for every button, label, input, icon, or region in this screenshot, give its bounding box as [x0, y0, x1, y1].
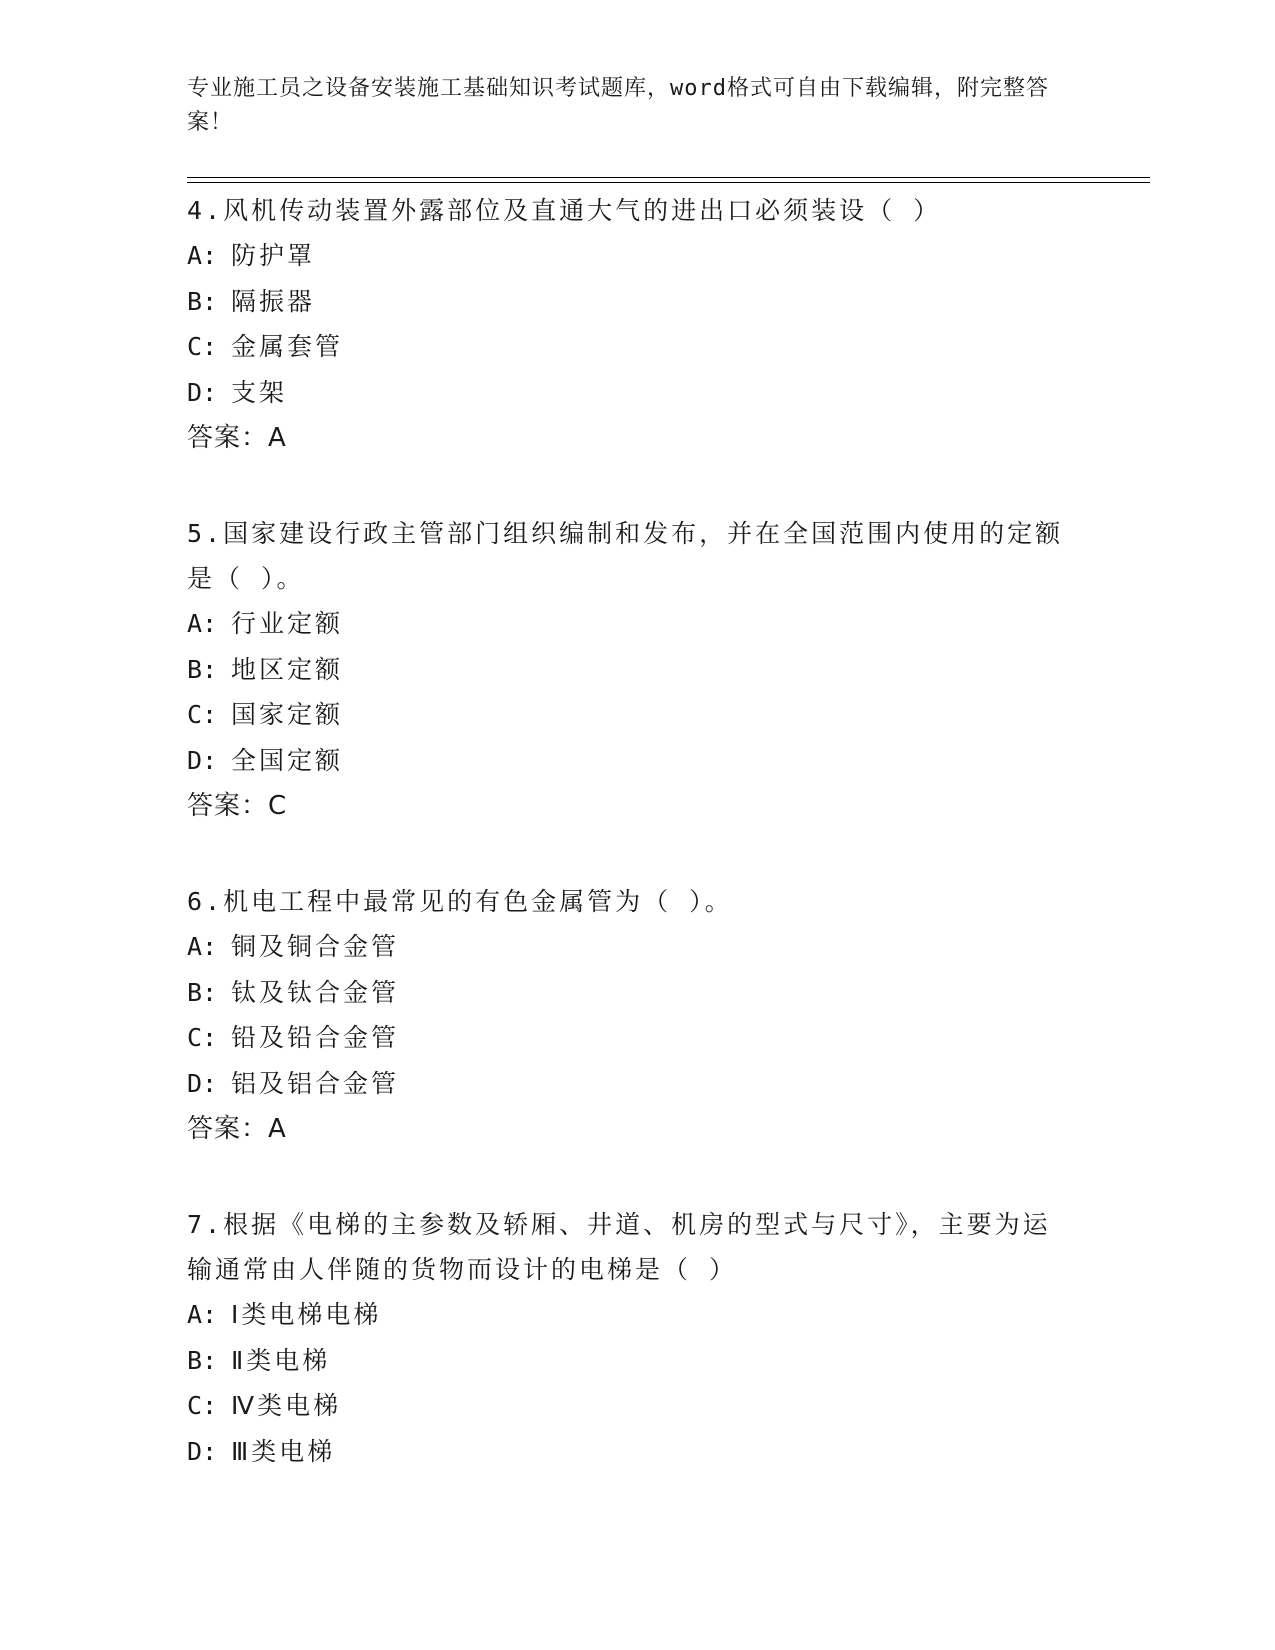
option-label: A:: [187, 1300, 218, 1329]
answer: 答案：A: [187, 1114, 287, 1144]
question-4: [187, 188, 1067, 461]
option-text: 钛及钛合金管: [231, 977, 400, 1007]
question-6: [187, 879, 1067, 1152]
option-label: A:: [187, 609, 218, 638]
option-text: Ⅳ类电梯: [231, 1391, 342, 1420]
option-label: B:: [187, 977, 218, 1007]
option-a: [187, 924, 1067, 970]
question-text: 6.机电工程中最常见的有色金属管为（ ）。: [187, 887, 733, 916]
option-label: D:: [187, 377, 218, 407]
option-text: 防护罩: [231, 241, 316, 270]
question-7: [187, 1202, 1067, 1474]
option-text: 铝及铝合金管: [231, 1068, 400, 1098]
option-text: Ⅰ类电梯电梯: [231, 1300, 382, 1329]
option-text: 金属套管: [231, 332, 344, 361]
option-d: [187, 1429, 1067, 1475]
question-5: [187, 511, 1067, 829]
option-label: D:: [187, 745, 218, 775]
option-text: 地区定额: [231, 654, 344, 684]
option-d: [187, 738, 1067, 784]
option-text: 国家定额: [231, 700, 344, 729]
option-a: [187, 601, 1067, 647]
option-a: [187, 233, 1067, 279]
option-label: B:: [187, 654, 218, 684]
option-text: 全国定额: [231, 745, 344, 775]
question-text: 4.风机传动装置外露部位及直通大气的进出口必须装设（ ）: [187, 196, 942, 225]
option-b: [187, 970, 1067, 1016]
question-list: [187, 188, 1067, 1524]
option-text: 隔振器: [231, 286, 316, 316]
document-header: 专业施工员之设备安装施工基础知识考试题库，word格式可自由下载编辑，附完整答案！: [187, 76, 1049, 135]
option-text: Ⅱ类电梯: [231, 1345, 331, 1375]
option-label: B:: [187, 1345, 218, 1375]
option-label: C:: [187, 1391, 218, 1420]
option-text: 支架: [231, 377, 288, 407]
option-label: A:: [187, 241, 218, 270]
question-text: 5.国家建设行政主管部门组织编制和发布，并在全国范围内使用的定额是（ ）。: [187, 519, 1064, 593]
option-label: D:: [187, 1068, 218, 1098]
option-b: [187, 279, 1067, 325]
option-text: 行业定额: [231, 609, 344, 638]
option-a: [187, 1292, 1067, 1338]
option-label: D:: [187, 1436, 218, 1466]
option-label: B:: [187, 286, 218, 316]
header-rule-top: [187, 177, 1150, 178]
answer: 答案：A: [187, 423, 287, 453]
header-rule-bottom: [187, 182, 1150, 183]
option-label: C:: [187, 332, 218, 361]
option-c: [187, 1015, 1067, 1061]
option-text: 铅及铅合金管: [231, 1023, 400, 1052]
option-text: Ⅲ类电梯: [231, 1436, 336, 1466]
option-c: [187, 692, 1067, 738]
answer: 答案：C: [187, 791, 288, 821]
option-label: C:: [187, 700, 218, 729]
option-d: [187, 370, 1067, 416]
question-text: 7.根据《电梯的主参数及轿厢、井道、机房的型式与尺寸》，主要为运输通常由人伴随的货物而设计的电梯是（ ）: [187, 1210, 1051, 1284]
option-d: [187, 1061, 1067, 1107]
option-label: A:: [187, 932, 218, 961]
option-label: C:: [187, 1023, 218, 1052]
option-c: [187, 1383, 1067, 1429]
option-c: [187, 324, 1067, 370]
option-b: [187, 647, 1067, 693]
option-text: 铜及铜合金管: [231, 932, 400, 961]
option-b: [187, 1338, 1067, 1384]
